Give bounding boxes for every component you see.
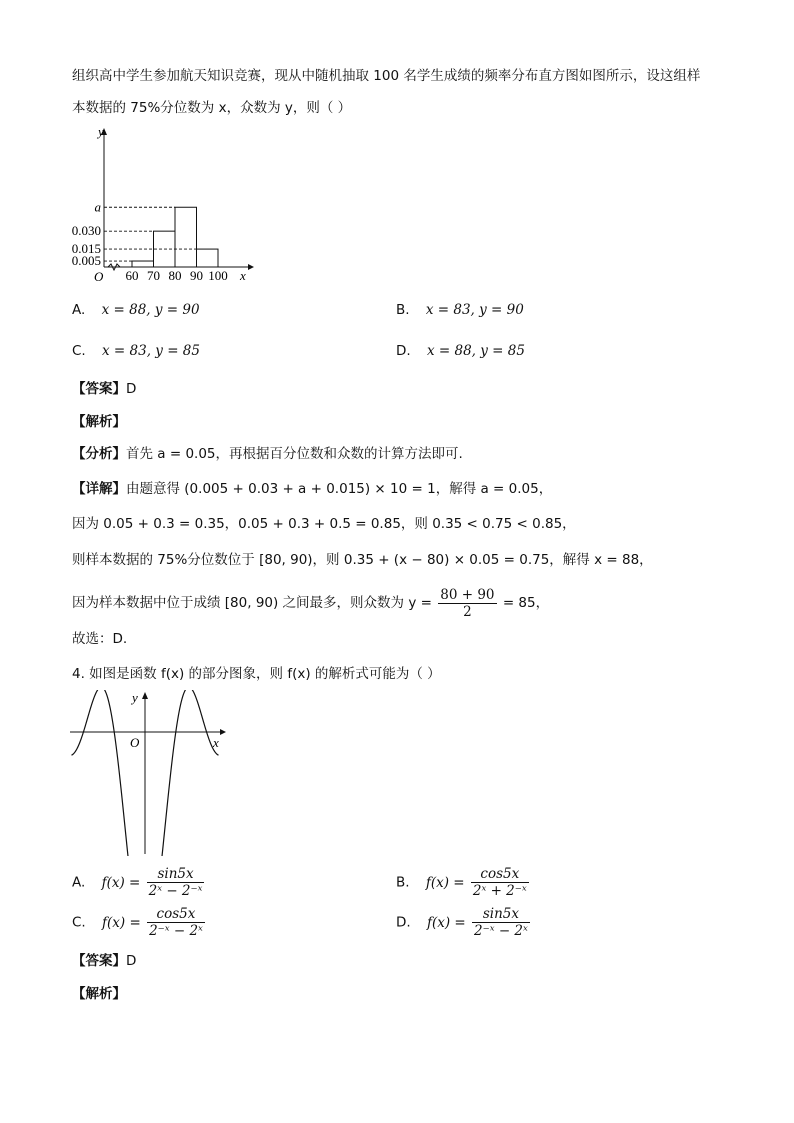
q4-option-d[interactable] (396, 906, 532, 939)
histogram-bar (132, 261, 154, 267)
q4-analysis-label: 【解析】 (72, 986, 126, 1002)
x-tick-label: 60 (125, 268, 139, 283)
q4-option-a-fraction (147, 866, 205, 899)
q4-option-b-lhs: f(x) = (425, 874, 465, 891)
y-tick-label: 0.030 (71, 223, 101, 239)
q4-answer-label: 【答案】 (72, 953, 126, 969)
q4-option-c-lhs: f(x) = (102, 914, 141, 931)
q3-conclusion: 故选：D. (72, 631, 128, 647)
option-b-label: B. (396, 302, 410, 318)
q3-option-b[interactable] (396, 300, 524, 320)
q4-option-b[interactable] (396, 866, 531, 899)
q4-option-c-den: 2⁻ˣ − 2ˣ (149, 923, 203, 939)
histogram-chart (68, 124, 268, 284)
histogram-bar (197, 249, 219, 267)
option-a-text: x = 88, y = 90 (101, 302, 200, 318)
graph-x-label: x (213, 735, 219, 750)
answer-label: 【答案】 (72, 381, 126, 397)
analysis-label: 【解析】 (72, 414, 126, 430)
q3-option-c[interactable] (72, 341, 200, 361)
y-tick-label: 0.015 (71, 241, 101, 257)
option-d-text: x = 88, y = 85 (426, 343, 525, 359)
q4-option-a-num: sin5x (147, 866, 205, 883)
xiangjie-text: 由题意得 (0.005 + 0.03 + a + 0.015) × 10 = 1，解得 a = 0.05， (126, 481, 553, 497)
q4-option-d-num: sin5x (472, 906, 530, 923)
q3-step4 (72, 586, 549, 620)
option-a-label: A. (72, 302, 86, 318)
q4-option-b-fraction (471, 866, 529, 899)
q4-option-b-label: B. (396, 874, 410, 891)
q4-option-d-label: D. (396, 914, 411, 931)
step4-post: = 85， (502, 595, 550, 611)
graph-y-arrow-icon (142, 692, 148, 699)
step4-denominator: 2 (463, 603, 472, 620)
q4-option-a-lhs: f(x) = (101, 874, 141, 891)
x-axis-arrow-icon (248, 264, 254, 270)
q4-option-d-fraction (472, 906, 530, 939)
q4-option-a-den: 2ˣ − 2⁻ˣ (148, 883, 203, 899)
step4-fraction (438, 587, 496, 620)
step4-numerator: 80 + 90 (440, 586, 495, 603)
y-tick-label: 0.005 (71, 253, 101, 269)
q3-stem-line1: 组织高中学生参加航天知识竞赛，现从中随机抽取 100 名学生成绩的频率分布直方图如图所示，设这组样 (72, 68, 701, 84)
q4-analysis-heading (72, 984, 126, 1004)
graph-y-label: y (132, 690, 138, 705)
q4-option-d-lhs: f(x) = (426, 914, 466, 931)
answer-value: D (126, 381, 137, 397)
option-c-text: x = 83, y = 85 (102, 343, 200, 359)
fenxi-label: 【分析】 (72, 446, 126, 462)
origin-label: O (94, 269, 104, 284)
x-tick-label: 90 (190, 268, 203, 283)
q4-option-a-label: A. (72, 874, 86, 891)
y-axis-label: y (98, 124, 104, 139)
q4-option-c-fraction (147, 906, 205, 939)
q4-answer-value: D (126, 953, 137, 969)
q3-answer (72, 379, 136, 399)
function-graph (68, 690, 228, 856)
x-tick-label: 80 (168, 268, 182, 283)
graph-origin-label: O (130, 735, 140, 750)
q3-step2: 因为 0.05 + 0.3 = 0.35，0.05 + 0.3 + 0.5 = 0.85，则 0.35 < 0.75 < 0.85， (72, 516, 576, 532)
q4-option-a[interactable] (72, 866, 206, 899)
fenxi-text: 首先 a = 0.05，再根据百分位数和众数的计算方法即可. (126, 446, 463, 462)
y-tick-label: a (94, 199, 101, 215)
xiangjie-label: 【详解】 (72, 481, 126, 497)
q3-xiangjie (72, 479, 552, 499)
x-tick-label: 100 (208, 268, 228, 283)
q4-option-c-label: C. (72, 914, 86, 931)
q4-option-b-den: 2ˣ + 2⁻ˣ (472, 883, 527, 899)
option-c-label: C. (72, 343, 86, 359)
q3-analysis-heading (72, 412, 126, 432)
x-axis-label: x (240, 268, 246, 283)
q4-option-d-den: 2⁻ˣ − 2ˣ (474, 923, 528, 939)
q3-fenxi (72, 444, 463, 464)
graph-x-arrow-icon (220, 729, 226, 735)
q4-option-c-num: cos5x (147, 906, 205, 923)
q3-option-d[interactable] (396, 341, 525, 361)
option-d-label: D. (396, 343, 411, 359)
q4-option-b-num: cos5x (471, 866, 529, 883)
step4-pre: 因为样本数据中位于成绩 [80, 90) 之间最多，则众数为 y = (72, 595, 432, 611)
q4-answer (72, 951, 136, 971)
q3-stem-line2: 本数据的 75%分位数为 x，众数为 y，则（ ） (72, 100, 352, 116)
q3-step3: 则样本数据的 75%分位数位于 [80, 90)，则 0.35 + (x − 80) × 0.05 = 0.75，解得 x = 88， (72, 552, 653, 568)
q3-option-a[interactable] (72, 300, 200, 320)
option-b-text: x = 83, y = 90 (425, 302, 524, 318)
x-tick-label: 70 (147, 268, 160, 283)
histogram-bar (175, 207, 197, 267)
q4-stem: 4. 如图是函数 f(x) 的部分图象，则 f(x) 的解析式可能为（ ） (72, 666, 441, 682)
q4-option-c[interactable] (72, 906, 207, 939)
